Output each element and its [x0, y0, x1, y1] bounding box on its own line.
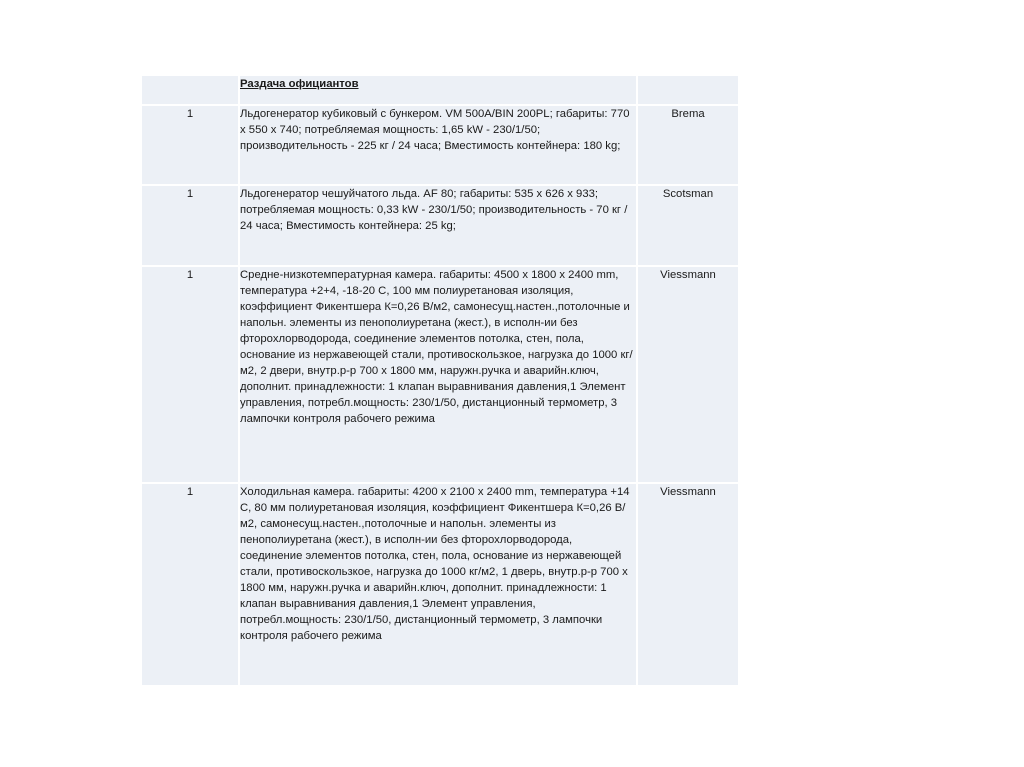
description-cell: Средне-низкотемпературная камера. габариты: 4500 х 1800 х 2400 mm, температура +2+4, -18-20 С, 100 мм полиуретановая изоляция, коэффициент Фикентшера К=0,26 В/м2, самонесущ.настен.,потолочные и напольн. элементы из пенополиуретана (жест.), в исполн-ии без фторохлорводорода, соединение элементов потолка, стен, пола, основание из нержавеющей стали, противоскользкое, нагрузка до 1000 кг/м2, 2 двери, внутр.р-р 700 х 1800 мм, наружн.ручка и аварийн.ключ, дополнит. принадлежности: 1 клапан выравнивания давления,1 Элемент управления, потребл.мощность: 230/1/50, дистанционный термометр, 3 лампочки контроля рабочего режима — [239, 266, 637, 483]
header-title-cell — [239, 75, 637, 105]
brand-cell: Viessmann — [637, 483, 739, 686]
table-row — [141, 483, 739, 686]
quantity-cell: 1 — [141, 266, 239, 483]
quantity-cell: 1 — [141, 185, 239, 266]
header-qty-cell — [141, 75, 239, 105]
header-brand-cell — [637, 75, 739, 105]
brand-cell: Viessmann — [637, 266, 739, 483]
brand-cell: Scotsman — [637, 185, 739, 266]
description-cell: Льдогенератор чешуйчатого льда. AF 80; габариты: 535 х 626 х 933; потребляемая мощность: 0,33 kW - 230/1/50; производительность - 70 кг / 24 часа; Вместимость контейнера: 25 kg; — [239, 185, 637, 266]
description-cell: Холодильная камера. габариты: 4200 х 2100 х 2400 mm, температура +14 С, 80 мм полиуретановая изоляция, коэффициент Фикентшера К=0,26 В/м2, самонесущ.настен.,потолочные и напольн. элементы из пенополиуретана (жест.), в исполн-ии без фторохлорводорода, соединение элементов потолка, стен, пола, основание из нержавеющей стали, противоскользкое, нагрузка до 1000 кг/м2, 1 дверь, внутр.р-р 700 х 1800 мм, наружн.ручка и аварийн.ключ, дополнит. принадлежности: 1 клапан выравнивания давления,1 Элемент управления, потребл.мощность: 230/1/50, дистанционный термометр, 3 лампочки контроля рабочего режима — [239, 483, 637, 686]
table-row — [141, 266, 739, 483]
table-header-row — [141, 75, 739, 105]
section-title: Раздача официантов — [240, 78, 359, 90]
equipment-table — [140, 74, 740, 687]
brand-cell: Brema — [637, 105, 739, 185]
description-cell: Льдогенератор кубиковый с бункером. VM 500A/BIN 200PL; габариты: 770 х 550 х 740; потребляемая мощность: 1,65 kW - 230/1/50; производительность - 225 кг / 24 часа; Вместимость контейнера: 180 kg; — [239, 105, 637, 185]
quantity-cell: 1 — [141, 483, 239, 686]
table-row — [141, 105, 739, 185]
quantity-cell: 1 — [141, 105, 239, 185]
table-row — [141, 185, 739, 266]
